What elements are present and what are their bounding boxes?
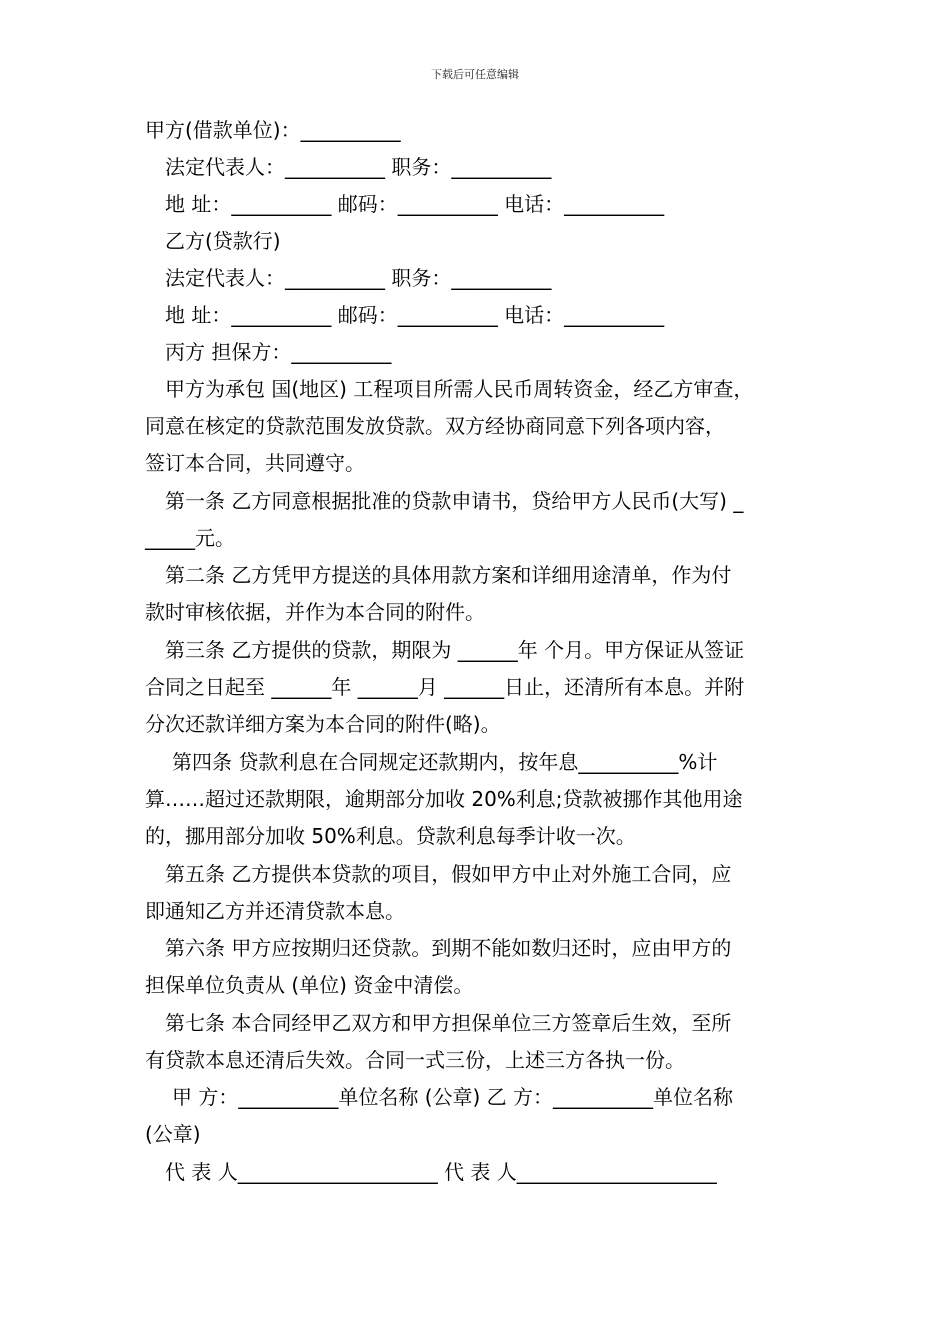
party-a-address: 地 址：__________ 邮码：__________ 电话：__________ [165,192,665,216]
signature-parties-line-2: (公章) [145,1122,201,1146]
article-5-line-1: 第五条 乙方提供本贷款的项目，假如甲方中止对外施工合同，应 [165,862,732,886]
article-4-line-1: 第四条 贷款利息在合同规定还款期内，按年息__________%计 [172,750,718,774]
party-a-representative: 法定代表人：__________ 职务：__________ [165,155,552,179]
article-3-line-2: 合同之日起至 ______年 ______月 ______日止，还清所有本息。并附 [145,675,745,699]
party-b-address: 地 址：__________ 邮码：__________ 电话：__________ [165,303,665,327]
article-3-line-3: 分次还款详细方案为本合同的附件(略)。 [145,712,501,736]
article-4-line-2: 算……超过还款期限，逾期部分加收 20%利息;贷款被挪作其他用途 [145,787,743,811]
article-1-line-2: _____元。 [145,526,235,550]
party-b-representative: 法定代表人：__________ 职务：__________ [165,266,552,290]
article-1-line-1: 第一条 乙方同意根据批准的贷款申请书，贷给甲方人民币(大写) _ [165,489,744,513]
article-6-line-2: 担保单位负责从 (单位) 资金中清偿。 [145,973,474,997]
signature-representatives: 代 表 人____________________ 代 表 人____________________ [165,1160,717,1184]
party-a-line: 甲方(借款单位)：__________ [145,118,401,142]
page-header: 下载后可任意编辑 [431,68,519,81]
article-2-line-1: 第二条 乙方凭甲方提送的具体用款方案和详细用途清单，作为付 [165,563,732,587]
article-3-line-1: 第三条 乙方提供的贷款，期限为 ______年 个月。甲方保证从签证 [165,638,745,662]
signature-parties-line-1: 甲 方：__________单位名称 (公章) 乙 方：__________单位名称 [172,1085,734,1109]
article-7-line-1: 第七条 本合同经甲乙双方和甲方担保单位三方签章后生效，至所 [165,1011,732,1035]
article-6-line-1: 第六条 甲方应按期归还贷款。到期不能如数归还时，应由甲方的 [165,936,732,960]
preamble-line-2: 同意在核定的贷款范围发放贷款。双方经协商同意下列各项内容， [145,414,725,438]
article-7-line-2: 有贷款本息还清后失效。合同一式三份，上述三方各执一份。 [145,1048,685,1072]
preamble-line-1: 甲方为承包 国(地区) 工程项目所需人民币周转资金，经乙方审查， [165,377,754,401]
preamble-line-3: 签订本合同，共同遵守。 [145,451,365,475]
party-b-line: 乙方(贷款行) [165,229,281,253]
party-c-guarantor: 丙方 担保方：__________ [165,340,392,364]
article-5-line-2: 即通知乙方并还清贷款本息。 [145,899,405,923]
article-4-line-3: 的，挪用部分加收 50%利息。贷款利息每季计收一次。 [145,824,636,848]
article-2-line-2: 款时审核依据，并作为本合同的附件。 [145,600,485,624]
